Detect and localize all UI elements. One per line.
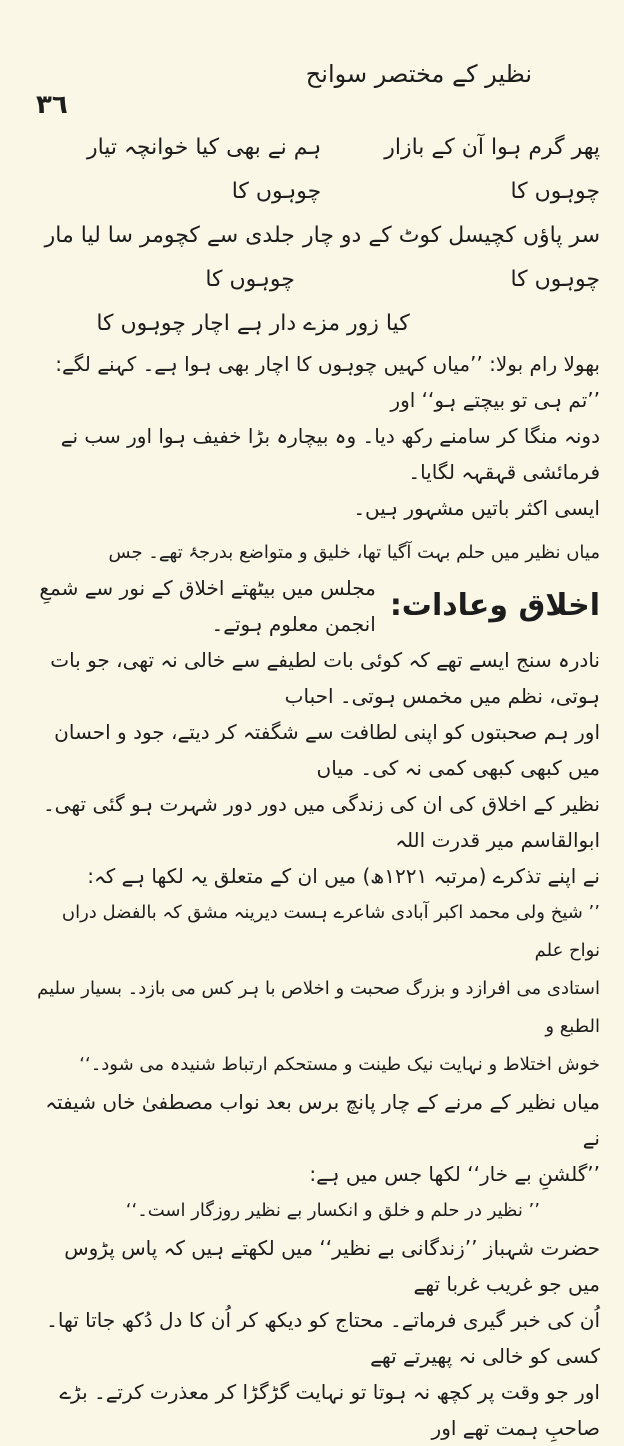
verse-line	[26, 214, 600, 302]
running-head: نظیر کے مختصر سوانح	[305, 60, 532, 88]
persian-quote-line: ’’ نظیر در حلم و خلق و انکسار بے نظیر روزگار است۔‘‘	[125, 1200, 540, 1221]
paragraph-line: نادرہ سنج ایسے تھے کہ کوئی بات لطیفے سے خالی نہ تھی، جو بات ہوتی، نظم میں مخمس ہوتی۔ احباب	[50, 648, 600, 708]
paragraph-line: ایسی اکثر باتیں مشہور ہیں۔	[353, 496, 600, 520]
paragraph-line: مجلس میں بیٹھتے اخلاق کے نور سے شمعِ انجمن معلوم ہوتے۔	[39, 576, 376, 636]
paragraph-line: اور ہم صحبتوں کو اپنی لطافت سے شگفتہ کر دیتے، جود و احسان میں کبھی کبھی کمی نہ کی۔ میاں	[54, 720, 600, 780]
paragraph-line: اُن کی خبر گیری فرماتے۔ محتاج کو دیکھ کر اُن کا دل دُکھ جاتا تھا۔ کسی کو خالی نہ پھیرتے تھے	[46, 1308, 600, 1368]
verse-hemistich: پھر گرم ہوا آن کے بازار چوہوں کا	[384, 135, 600, 204]
paragraph-line: میاں نظیر کے مرنے کے چار پانچ برس بعد نواب مصطفیٰ خاں شیفتہ نے	[45, 1090, 600, 1150]
page-number: ۳٦	[36, 90, 68, 120]
verse-line	[26, 126, 600, 214]
verse-hemistich: جلدی سے کچومر سا لیا مار چوہوں کا	[44, 223, 295, 292]
verse-hemistich: سر پاؤں کچیسل کوٹ کے دو چار چوہوں کا	[303, 223, 600, 292]
paragraph-line: میاں نظیر میں حلم بہت آگیا تھا، خلیق و متواضع بدرجۂ تھے۔ جس	[108, 542, 600, 563]
persian-quote-line: استادی می افرازد و بزرگ صحبت و اخلاص با ہر کس می بازد۔ بسیار سلیم الطبع و	[37, 978, 600, 1037]
section-title: اخلاق وعادات:	[389, 588, 600, 623]
paragraph-line: بھولا رام بولا: ’’میاں کہیں چوہوں کا اچار بھی ہوا ہے۔ کہنے لگے: ’’تم ہی تو بیچتے ہو‘‘ اور	[55, 352, 600, 412]
paragraph-line: نظیر کے اخلاق کی ان کی زندگی میں دور دور شہرت ہو گئی تھی۔ ابوالقاسم میر قدرت اللہ	[42, 792, 600, 852]
paragraph-line: اور جو وقت پر کچھ نہ ہوتا تو نہایت گڑگڑا کر معذرت کرتے۔ بڑے صاحبِ ہمت تھے اور	[59, 1380, 600, 1440]
paragraph-line: حضرت شہباز ’’زندگانی بے نظیر‘‘ میں لکھتے ہیں کہ پاس پڑوس میں جو غریب غربا تھے	[64, 1236, 600, 1296]
page-content	[26, 126, 600, 1446]
paragraph-line: دونہ منگا کر سامنے رکھ دیا۔ وہ بیچارہ بڑا خفیف ہوا اور سب نے فرمائشی قہقہہ لگایا۔	[60, 424, 600, 484]
section-heading-line	[26, 570, 600, 642]
persian-quote-line: خوش اختلاط و نہایت نیک طینت و مستحکم ارتباط شنیدہ می شود۔‘‘	[79, 1054, 600, 1075]
verse-line: کیا زور مزے دار ہے اچار چوہوں کا	[96, 311, 410, 336]
verse-hemistich: ہم نے بھی کیا خوانچہ تیار چوہوں کا	[86, 135, 322, 204]
persian-quote-line: ’’ شیخ ولی محمد اکبر آبادی شاعرے ہست دیرینہ مشق کہ بالفضل دراں نواح علم	[61, 902, 600, 961]
paragraph-line: نے اپنے تذکرے (مرتبہ ۱۲۲۱ھ) میں ان کے متعلق یہ لکھا ہے کہ:	[87, 864, 600, 888]
paragraph-line: ’’گلشنِ بے خار‘‘ لکھا جس میں ہے:	[309, 1162, 600, 1186]
